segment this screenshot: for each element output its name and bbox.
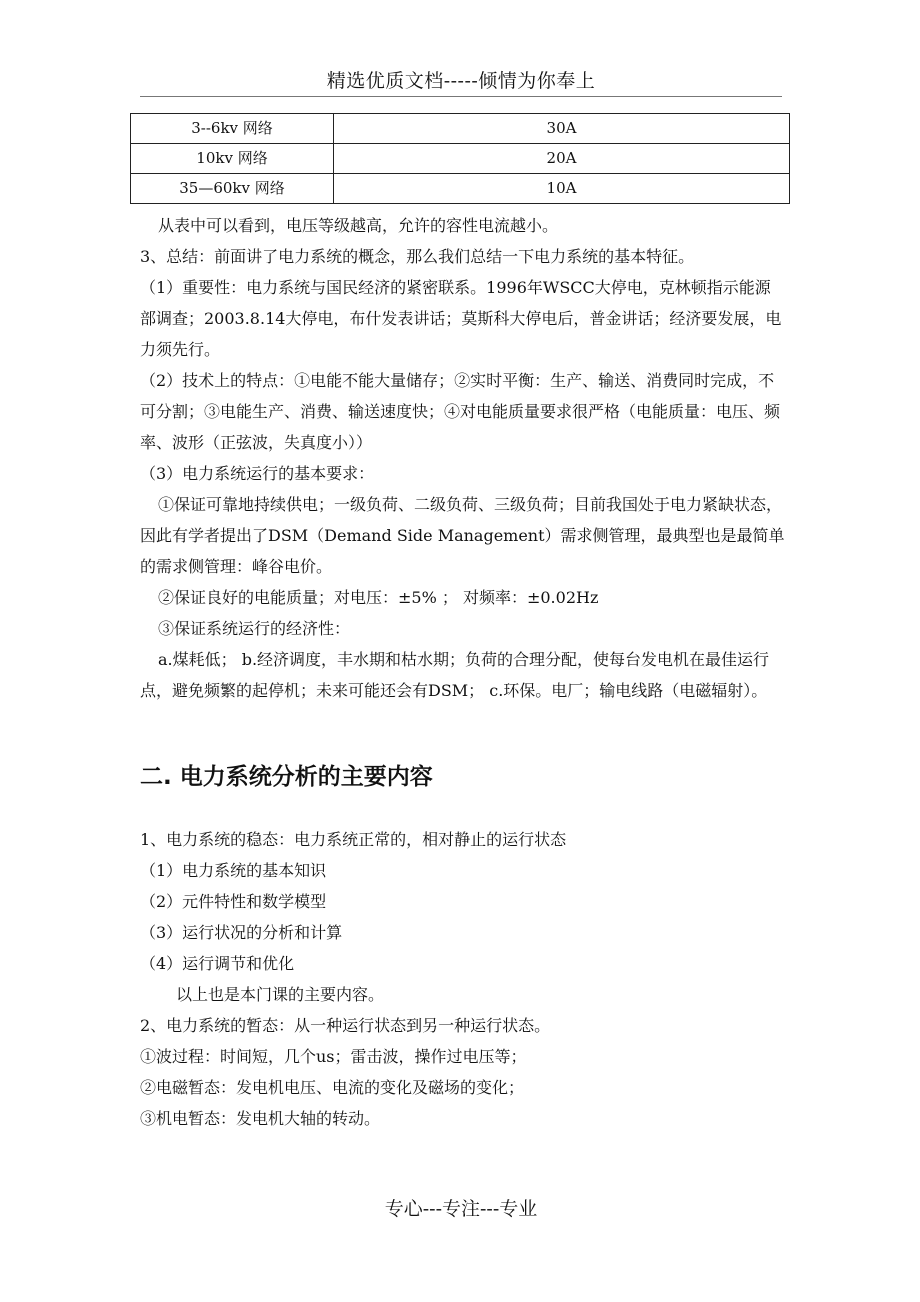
list-item: （3）运行状况的分析和计算 xyxy=(140,923,343,942)
section-heading: 二. 电力系统分析的主要内容 xyxy=(140,764,433,790)
paragraph: 以上也是本门课的主要内容。 xyxy=(176,985,385,1004)
table-cell-network: 10kv 网络 xyxy=(131,144,334,174)
paragraph: ③保证系统运行的经济性： xyxy=(158,619,351,638)
paragraph: a.煤耗低； b.经济调度，丰水期和枯水期；负荷的合理分配，使每台发电机在最佳运行点，避免频繁的起停机；未来可能还会有DSM； c.环保。电厂；输电线路（电磁辐射）。 xyxy=(140,650,770,700)
list-item: ①波过程：时间短，几个us；雷击波，操作过电压等； xyxy=(140,1047,527,1066)
table-cell-current: 20A xyxy=(334,144,790,174)
capacitive-current-table xyxy=(130,113,790,204)
header-divider xyxy=(140,96,782,97)
body-text xyxy=(140,210,785,706)
paragraph: （3）电力系统运行的基本要求： xyxy=(140,464,375,483)
table-row xyxy=(131,114,790,144)
paragraph: ②保证良好的电能质量；对电压：±5% ； 对频率：±0.02Hz xyxy=(158,588,599,607)
table-cell-current: 30A xyxy=(334,114,790,144)
list-item: ③机电暂态：发电机大轴的转动。 xyxy=(140,1109,381,1128)
table-cell-network: 3--6kv 网络 xyxy=(131,114,334,144)
paragraph: 1、电力系统的稳态：电力系统正常的，相对静止的运行状态 xyxy=(140,830,567,849)
table-row xyxy=(131,174,790,204)
paragraph: ①保证可靠地持续供电；一级负荷、二级负荷、三级负荷；目前我国处于电力紧缺状态，因此有学者提出了DSM（Demand Side Management）需求侧管理，最典型也是最简单的需求侧管理：峰谷电价。 xyxy=(140,495,785,576)
table-row xyxy=(131,144,790,174)
section-body-text xyxy=(140,824,785,1134)
list-item: （4）运行调节和优化 xyxy=(140,954,295,973)
table-cell-network: 35—60kv 网络 xyxy=(131,174,334,204)
list-item: ②电磁暂态：发电机电压、电流的变化及磁场的变化； xyxy=(140,1078,525,1097)
paragraph: 3、总结：前面讲了电力系统的概念，那么我们总结一下电力系统的基本特征。 xyxy=(140,247,695,266)
page-footer: 专心---专注---专业 xyxy=(384,1198,538,1220)
table-cell-current: 10A xyxy=(334,174,790,204)
paragraph: （1）重要性：电力系统与国民经济的紧密联系。1996年WSCC大停电，克林顿指示能源部调查；2003.8.14大停电，布什发表讲话；莫斯科大停电后，普金讲话；经济要发展，电力须先行。 xyxy=(140,278,782,359)
list-item: （1）电力系统的基本知识 xyxy=(140,861,327,880)
paragraph: （2）技术上的特点：①电能不能大量储存；②实时平衡：生产、输送、消费同时完成，不可分割；③电能生产、消费、输送速度快；④对电能质量要求很严格（电能质量：电压、频率、波形（正弦波，失真度小）） xyxy=(140,371,781,452)
paragraph: 2、电力系统的暂态：从一种运行状态到另一种运行状态。 xyxy=(140,1016,551,1035)
list-item: （2）元件特性和数学模型 xyxy=(140,892,327,911)
page-header: 精选优质文档-----倾情为你奉上 xyxy=(326,70,596,92)
paragraph: 从表中可以看到，电压等级越高，允许的容性电流越小。 xyxy=(158,216,559,235)
